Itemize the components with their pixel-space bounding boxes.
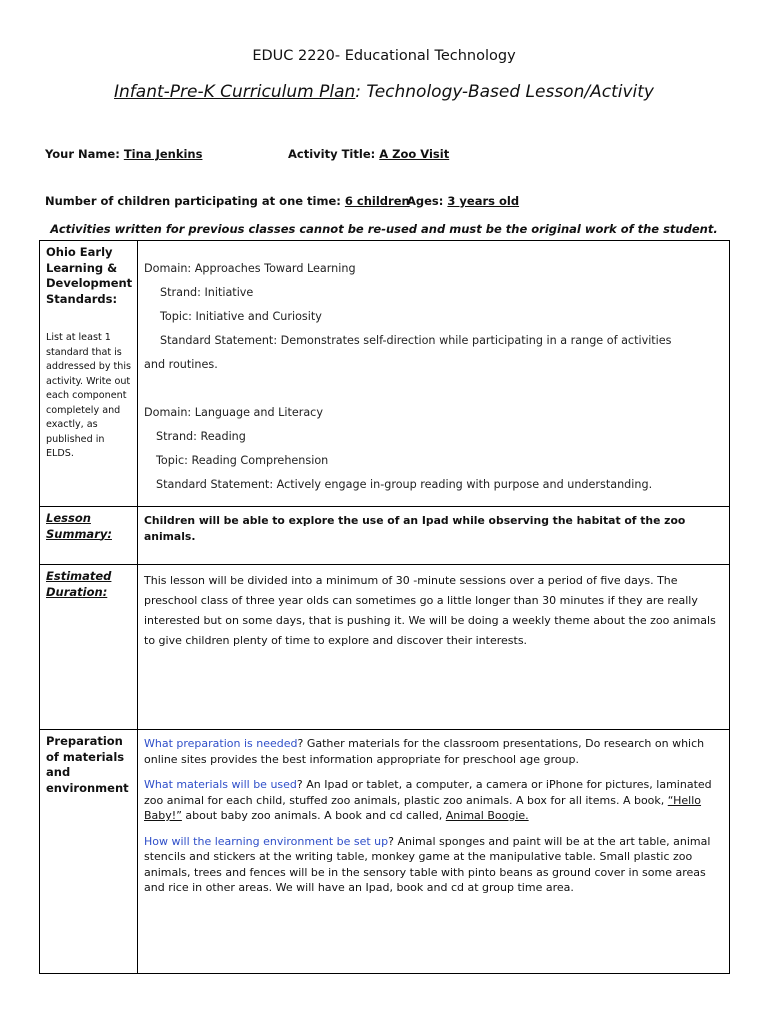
activity-label: Activity Title: bbox=[288, 147, 376, 161]
preparation-label-cell bbox=[40, 730, 138, 974]
standard-strand-1: Strand: Initiative bbox=[160, 286, 254, 299]
prep-question-1-block bbox=[144, 736, 721, 767]
summary-text: Children will be able to explore the use of an Ipad while observing the habitat of the zoo animals. bbox=[144, 514, 686, 543]
children-value: 6 children bbox=[344, 194, 410, 208]
duration-row bbox=[40, 565, 730, 730]
standard-statement-1: Standard Statement: Demonstrates self-direction while participating in a range of activities bbox=[160, 334, 672, 347]
document-title bbox=[0, 82, 768, 102]
preparation-label: Preparation of materials and environment bbox=[46, 734, 129, 795]
activity-value: A Zoo Visit bbox=[379, 147, 450, 161]
children-field bbox=[45, 194, 410, 208]
standard-statement-1-cont: and routines. bbox=[144, 358, 218, 371]
ages-label: Ages: bbox=[407, 194, 444, 208]
duration-content-cell bbox=[138, 565, 730, 730]
prep-question-2-block bbox=[144, 777, 721, 824]
standard-strand-2: Strand: Reading bbox=[156, 430, 246, 443]
summary-content-cell bbox=[138, 507, 730, 565]
title-prefix: Infant-Pre-K Curriculum Plan bbox=[114, 82, 356, 102]
book-title-hello-baby: “Hello Baby!” bbox=[144, 793, 702, 822]
summary-label: Lesson Summary: bbox=[46, 511, 112, 541]
title-suffix: Technology-Based Lesson/Activity bbox=[366, 82, 654, 102]
standards-content-cell bbox=[138, 241, 730, 507]
standard-domain-1: Domain: Approaches Toward Learning bbox=[144, 262, 356, 275]
standard-domain-2: Domain: Language and Literacy bbox=[144, 406, 323, 419]
children-label: Number of children participating at one time: bbox=[45, 194, 341, 208]
summary-label-cell bbox=[40, 507, 138, 565]
ages-field bbox=[407, 194, 519, 208]
standards-row bbox=[40, 241, 730, 507]
prep-question-3-block bbox=[144, 834, 721, 896]
standards-label: Ohio Early Learning & Development Standards: bbox=[46, 245, 133, 306]
preparation-content-cell bbox=[138, 730, 730, 974]
standard-topic-1: Topic: Initiative and Curiosity bbox=[160, 310, 322, 323]
plan-table bbox=[39, 240, 730, 974]
standard-topic-2: Topic: Reading Comprehension bbox=[156, 454, 329, 467]
standards-label-cell bbox=[40, 241, 138, 507]
prep-answer-2a: ? An Ipad or tablet, a computer, a camera or iPhone for pictures, laminated zoo animal for each child, stuffed zoo animals, plastic zoo animals. A box for all items. A book, bbox=[144, 778, 712, 807]
originality-warning: Activities written for previous classes cannot be re-used and must be the original work of the student. bbox=[50, 222, 718, 236]
activity-field bbox=[288, 147, 449, 161]
duration-label-cell bbox=[40, 565, 138, 730]
summary-row bbox=[40, 507, 730, 565]
title-colon: : bbox=[355, 82, 361, 102]
prep-answer-1: ? Gather materials for the classroom presentations, Do research on which online sites provides the best information appropriate for preschool age group. bbox=[144, 737, 705, 766]
duration-text: This lesson will be divided into a minimum of 30 -minute sessions over a period of five days. The preschool class of three year olds can sometimes go a little longer than 30 minutes if they are really interested but on some days, that is pushing it. We will be doing a weekly theme about the zoo animals to give children plenty of time to explore and discover their interests. bbox=[144, 574, 716, 647]
name-label: Your Name: bbox=[45, 147, 120, 161]
prep-question-2: What materials will be used bbox=[144, 778, 297, 791]
book-title-animal-boogie: Animal Boogie. bbox=[445, 809, 529, 822]
prep-answer-3: ? Animal sponges and paint will be at the art table, animal stencils and stickers at the writing table, monkey game at the manipulative table. Small plastic zoo animals, trees and fences will be in the sensory table with pinto beans as ground cover in some areas and rice in other areas. We will have an Ipad, book and cd at group time area. bbox=[144, 834, 711, 894]
prep-answer-2b: about baby zoo animals. A book and cd called, bbox=[181, 809, 446, 822]
standards-note: List at least 1 standard that is addressed by this activity. Write out each component completely and exactly, as published in ELDS. bbox=[46, 332, 132, 459]
duration-label: Estimated Duration: bbox=[46, 569, 112, 599]
course-title: EDUC 2220- Educational Technology bbox=[252, 48, 516, 64]
prep-question-3: How will the learning environment be set up bbox=[144, 834, 389, 848]
prep-question-1: What preparation is needed bbox=[144, 737, 298, 750]
ages-value: 3 years old bbox=[447, 194, 520, 208]
name-field bbox=[45, 147, 202, 161]
preparation-row bbox=[40, 730, 730, 974]
standard-statement-2: Standard Statement: Actively engage in-group reading with purpose and understanding. bbox=[156, 478, 653, 491]
name-value: Tina Jenkins bbox=[123, 147, 203, 161]
